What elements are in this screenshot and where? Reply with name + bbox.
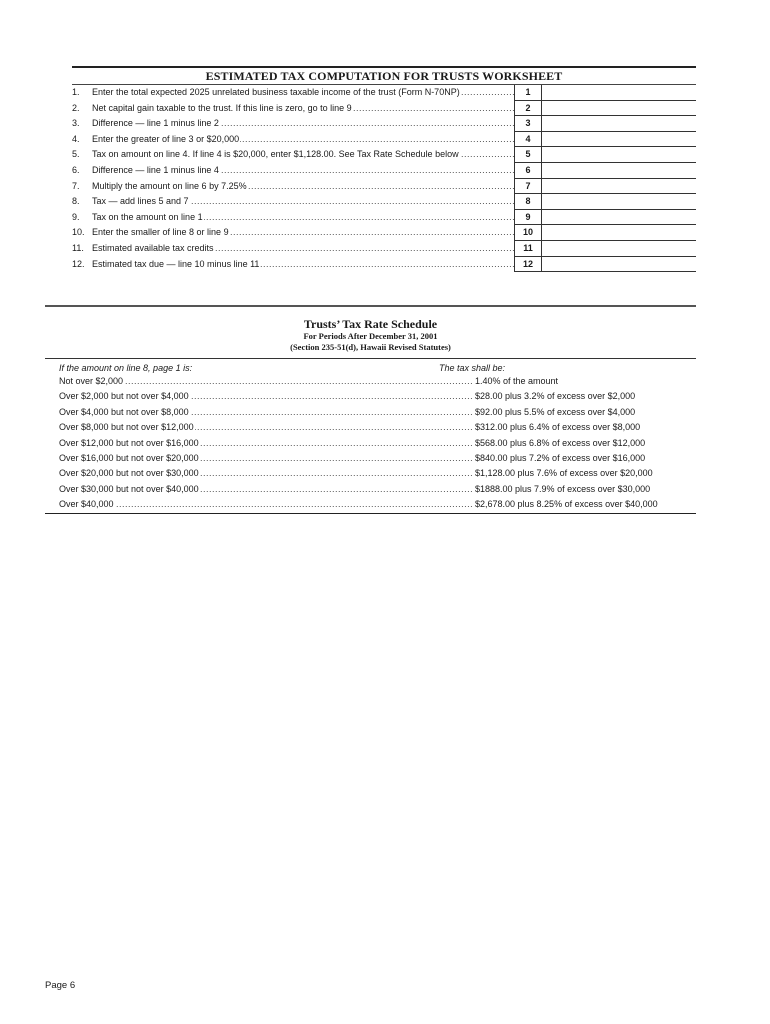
schedule-bracket bbox=[45, 389, 473, 404]
worksheet-line-row bbox=[72, 116, 696, 132]
schedule-tax: $1888.00 plus 7.9% of excess over $30,000 bbox=[475, 483, 651, 494]
schedule-top-rule bbox=[45, 305, 696, 307]
worksheet-line-row bbox=[72, 241, 696, 257]
amount-field[interactable] bbox=[542, 116, 696, 132]
worksheet-line-row bbox=[72, 85, 696, 101]
schedule-bracket-text: Over $30,000 but not over $40,000 bbox=[59, 483, 199, 494]
schedule-tax: 1.40% of the amount bbox=[475, 376, 559, 386]
line-number: 4. bbox=[72, 133, 80, 144]
schedule-rows bbox=[45, 374, 696, 513]
line-description-text: Difference — line 1 minus line 4 bbox=[92, 164, 219, 175]
worksheet-line-row bbox=[72, 257, 696, 273]
worksheet-line-row bbox=[72, 210, 696, 226]
schedule-header bbox=[45, 359, 696, 374]
line-description bbox=[92, 116, 514, 132]
schedule-bracket-text: Not over $2,000 bbox=[59, 376, 124, 386]
amount-field[interactable] bbox=[542, 132, 696, 148]
line-description-text: Tax — add lines 5 and 7 bbox=[92, 196, 189, 207]
schedule-tax: $92.00 plus 5.5% of excess over $4,000 bbox=[475, 406, 636, 417]
line-description-text: Tax on amount on line 4. If line 4 is $20,000, enter $1,128.00. See Tax Rate Schedule below bbox=[92, 149, 459, 160]
worksheet bbox=[72, 66, 696, 272]
amount-field[interactable] bbox=[542, 194, 696, 210]
line-box-label: 2 bbox=[514, 101, 542, 117]
line-number: 5. bbox=[72, 149, 80, 160]
line-box-label: 6 bbox=[514, 163, 542, 179]
schedule-bracket bbox=[45, 497, 473, 512]
schedule-bracket bbox=[45, 451, 473, 466]
worksheet-line-row bbox=[72, 147, 696, 163]
line-description-text: Estimated available tax credits bbox=[92, 242, 214, 253]
line-number: 11. bbox=[72, 242, 84, 253]
schedule-header-tax: The tax shall be: bbox=[439, 363, 506, 373]
worksheet-lines bbox=[72, 85, 696, 272]
worksheet-title: ESTIMATED TAX COMPUTATION FOR TRUSTS WORKSHEET bbox=[72, 68, 696, 85]
schedule-bracket bbox=[45, 374, 473, 389]
line-number: 9. bbox=[72, 211, 80, 222]
schedule-tax: $840.00 plus 7.2% of excess over $16,000 bbox=[475, 452, 646, 463]
line-description-text: Multiply the amount on line 6 by 7.25% bbox=[92, 180, 247, 191]
worksheet-line-row bbox=[72, 194, 696, 210]
schedule-row bbox=[45, 420, 696, 435]
line-box-label: 9 bbox=[514, 210, 542, 226]
line-number: 7. bbox=[72, 180, 80, 191]
amount-field[interactable] bbox=[542, 225, 696, 241]
schedule-row bbox=[45, 405, 696, 420]
schedule-tax: $2,678.00 plus 8.25% of excess over $40,000 bbox=[475, 499, 658, 510]
line-description bbox=[92, 179, 514, 195]
schedule-bracket-text: Over $40,000 bbox=[59, 499, 114, 510]
schedule-bracket-text: Over $16,000 but not over $20,000 bbox=[59, 452, 199, 463]
line-box-label: 7 bbox=[514, 179, 542, 195]
amount-field[interactable] bbox=[542, 257, 696, 273]
amount-field[interactable] bbox=[542, 241, 696, 257]
line-number: 12. bbox=[72, 258, 85, 269]
line-box-label: 4 bbox=[514, 132, 542, 148]
amount-field[interactable] bbox=[542, 210, 696, 226]
line-description-text: Enter the total expected 2025 unrelated business taxable income of the trust (Form N-70NP) bbox=[92, 87, 460, 97]
schedule-subtitle-periods: For Periods After December 31, 2001 bbox=[303, 331, 438, 341]
schedule-tax: $568.00 plus 6.8% of excess over $12,000 bbox=[475, 437, 646, 448]
line-description bbox=[92, 101, 514, 117]
line-number: 10. bbox=[72, 227, 85, 238]
schedule-bracket bbox=[45, 405, 473, 420]
worksheet-line-row bbox=[72, 132, 696, 148]
tax-rate-schedule bbox=[45, 305, 696, 514]
schedule-bracket bbox=[45, 482, 473, 497]
line-number: 1. bbox=[72, 87, 80, 97]
schedule-row bbox=[45, 374, 696, 389]
line-box-label: 11 bbox=[514, 241, 542, 257]
line-description-text: Difference — line 1 minus line 2 bbox=[92, 118, 219, 129]
worksheet-line-row bbox=[72, 101, 696, 117]
line-number: 2. bbox=[72, 102, 80, 113]
schedule-bracket bbox=[45, 420, 473, 435]
amount-field[interactable] bbox=[542, 179, 696, 195]
line-number: 8. bbox=[72, 196, 80, 207]
schedule-bracket-text: Over $8,000 but not over $12,000 bbox=[59, 422, 194, 433]
line-box-label: 5 bbox=[514, 147, 542, 163]
amount-field[interactable] bbox=[542, 163, 696, 179]
line-description bbox=[92, 225, 514, 241]
schedule-bracket-text: Over $4,000 but not over $8,000 bbox=[59, 406, 189, 417]
schedule-bottom-rule bbox=[45, 513, 696, 514]
line-box-label: 10 bbox=[514, 225, 542, 241]
schedule-tax: $312.00 plus 6.4% of excess over $8,000 bbox=[475, 422, 641, 433]
worksheet-line-row bbox=[72, 163, 696, 179]
line-description bbox=[92, 132, 514, 148]
page-number: Page 6 bbox=[45, 980, 76, 991]
line-description bbox=[92, 257, 514, 273]
schedule-bracket bbox=[45, 466, 473, 481]
schedule-row bbox=[45, 389, 696, 404]
schedule-bracket-text: Over $20,000 but not over $30,000 bbox=[59, 468, 199, 479]
line-description-text: Estimated tax due — line 10 minus line 11 bbox=[92, 258, 260, 269]
line-number: 3. bbox=[72, 118, 80, 129]
schedule-tax: $1,128.00 plus 7.6% of excess over $20,000 bbox=[475, 468, 653, 479]
schedule-title: Trusts’ Tax Rate Schedule bbox=[303, 317, 438, 331]
line-description bbox=[92, 210, 514, 226]
worksheet-line-row bbox=[72, 179, 696, 195]
line-description-text: Net capital gain taxable to the trust. If this line is zero, go to line 9 bbox=[92, 102, 352, 113]
schedule-row bbox=[45, 482, 696, 497]
line-box-label: 3 bbox=[514, 116, 542, 132]
line-box-label: 8 bbox=[514, 194, 542, 210]
line-description-text: Tax on the amount on line 1 bbox=[92, 211, 203, 222]
line-description bbox=[92, 147, 514, 163]
line-box-label: 12 bbox=[514, 257, 542, 273]
line-description bbox=[92, 163, 514, 179]
schedule-header-amount: If the amount on line 8, page 1 is: bbox=[59, 363, 193, 373]
schedule-row bbox=[45, 451, 696, 466]
line-description-text: Enter the smaller of line 8 or line 9 bbox=[92, 227, 229, 238]
line-number: 6. bbox=[72, 164, 80, 175]
line-description bbox=[92, 241, 514, 257]
schedule-bracket bbox=[45, 436, 473, 451]
schedule-row bbox=[45, 497, 696, 512]
schedule-tax: $28.00 plus 3.2% of excess over $2,000 bbox=[475, 391, 636, 402]
line-description bbox=[92, 85, 514, 101]
amount-field[interactable] bbox=[542, 85, 696, 101]
line-description bbox=[92, 194, 514, 210]
worksheet-line-row bbox=[72, 225, 696, 241]
schedule-bracket-text: Over $12,000 but not over $16,000 bbox=[59, 437, 199, 448]
schedule-row bbox=[45, 436, 696, 451]
amount-field[interactable] bbox=[542, 147, 696, 163]
line-description-text: Enter the greater of line 3 or $20,000 bbox=[92, 133, 240, 144]
line-box-label: 1 bbox=[514, 85, 542, 101]
schedule-bracket-text: Over $2,000 but not over $4,000 bbox=[59, 391, 189, 402]
amount-field[interactable] bbox=[542, 101, 696, 117]
schedule-row bbox=[45, 466, 696, 481]
schedule-subtitle-statute: (Section 235-51(d), Hawaii Revised Statutes) bbox=[290, 342, 451, 352]
